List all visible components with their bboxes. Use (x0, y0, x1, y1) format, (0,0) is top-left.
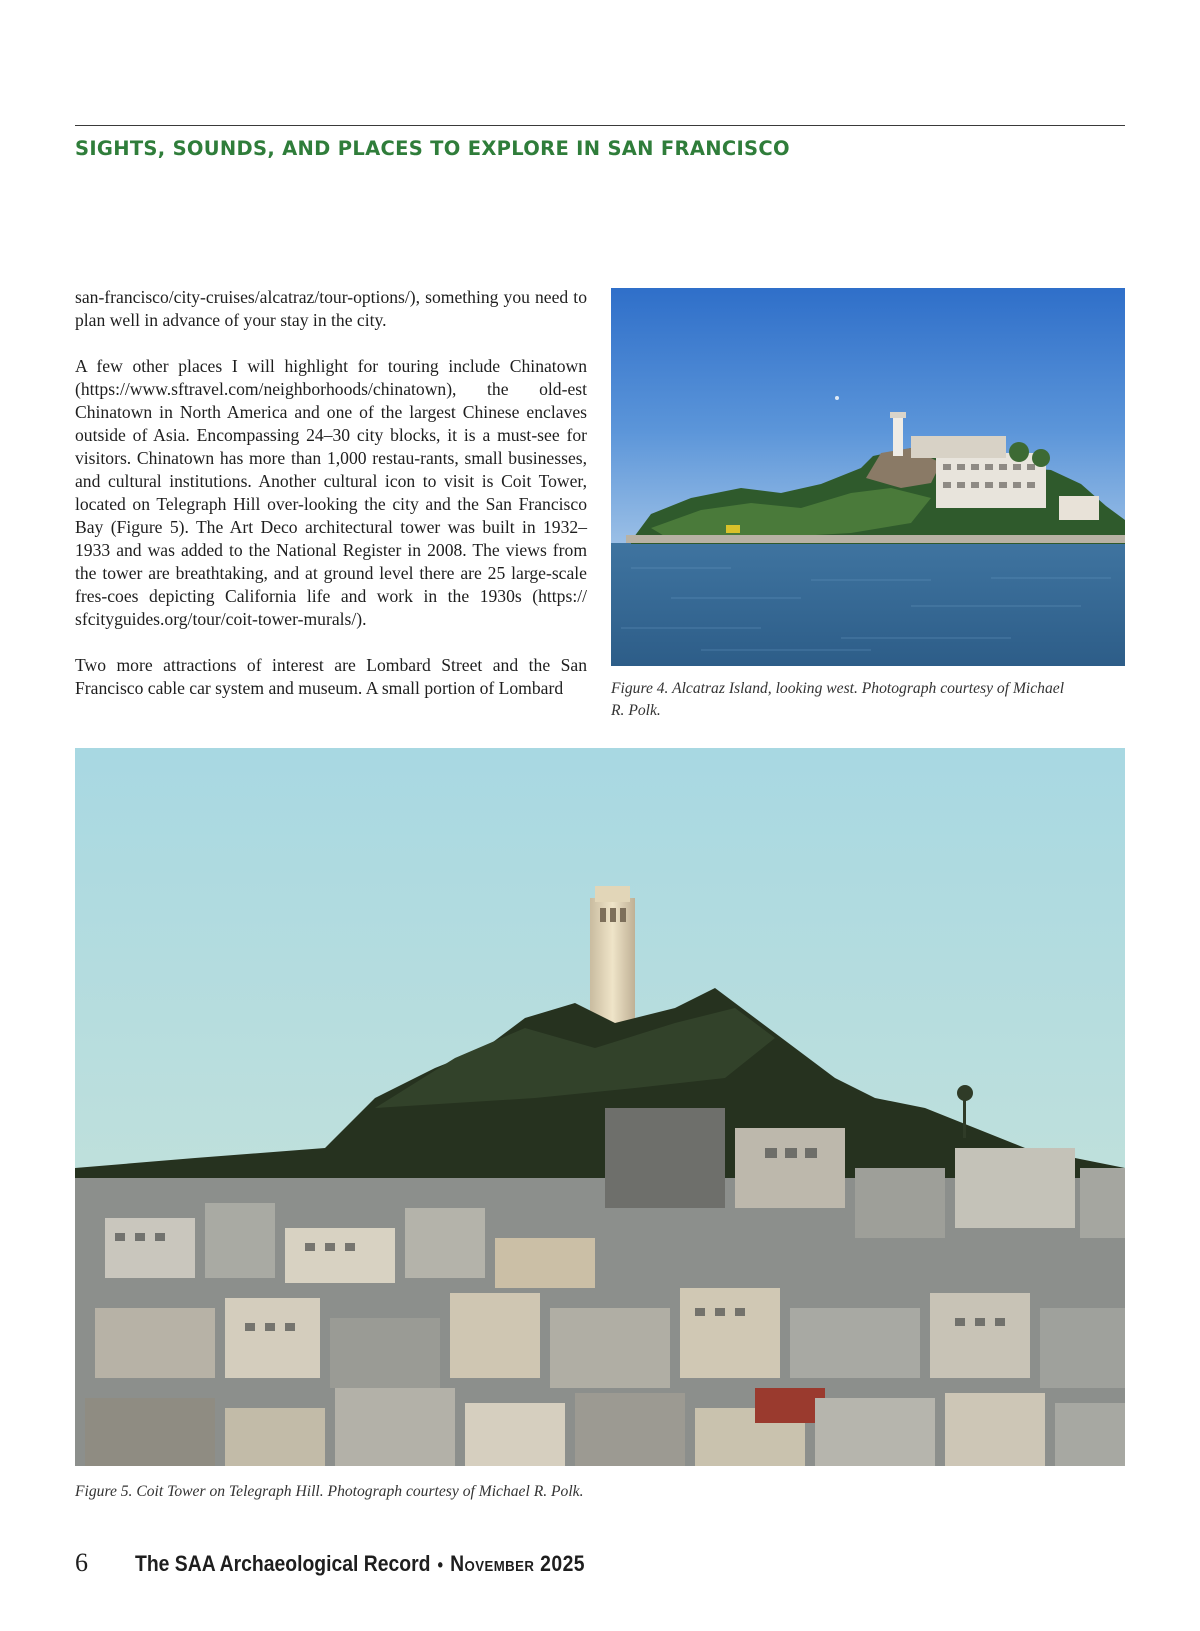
section-title: SIGHTS, SOUNDS, AND PLACES TO EXPLORE IN SAN FRANCISCO (75, 137, 790, 160)
figure-4-alcatraz-photo (611, 288, 1125, 666)
page-number: 6 (75, 1548, 88, 1577)
paragraph-2: A few other places I will highlight for touring include Chinatown (https://www.sftravel.com/neighborhoods/chinatown), the old-est Chinatown in North America and one of the largest Chinese enclaves outside of Asia. Encompassing 24–30 city blocks, it is a must-see for visitors. Chinatown has more than 1,000 restau-rants, small businesses, and cultural institutions. Another cultural icon to visit is Coit Tower, located on Telegraph Hill over-looking the city and the San Francisco Bay (Figure 5). The Art Deco architectural tower was built in 1932–1933 and was added to the National Register in 2008. The views from the tower are breathtaking, and at ground level there are 25 large-scale fres-coes depicting California life and work in the 1930s (https:// sfcityguides.org/tour/coit-tower-murals/). (75, 356, 587, 629)
journal-title-line (135, 1551, 585, 1577)
paragraph-1: san-francisco/city-cruises/alcatraz/tour-options/), something you need to plan well in advance of your stay in the city. (75, 287, 587, 330)
issue-date: November 2025 (450, 1551, 586, 1576)
paragraph-3: Two more attractions of interest are Lombard Street and the San Francisco cable car system and museum. A small portion of Lombard (75, 655, 587, 698)
footer-separator: • (437, 1555, 444, 1575)
figure-5-coit-tower-photo (75, 748, 1125, 1466)
figure-4-caption: Figure 4. Alcatraz Island, looking west. Photograph courtesy of Michael R. Polk. (611, 680, 1065, 719)
page-footer (75, 1548, 646, 1578)
figure-5-caption: Figure 5. Coit Tower on Telegraph Hill. Photograph courtesy of Michael R. Polk. (75, 1483, 584, 1500)
header-rule (75, 125, 1125, 126)
journal-name: The SAA Archaeological Record (135, 1551, 431, 1576)
body-text-column (75, 286, 587, 723)
